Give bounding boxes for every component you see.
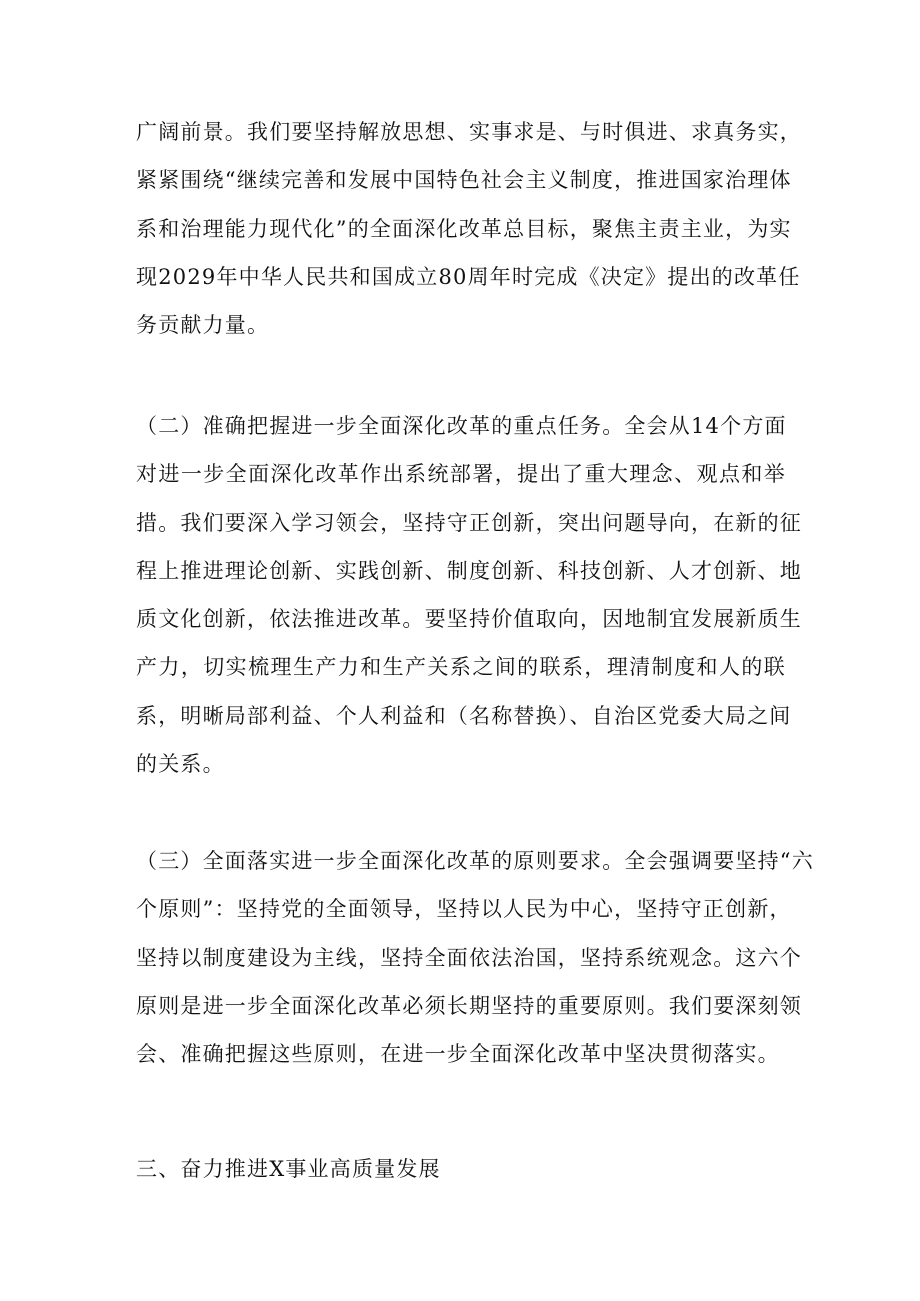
text-line: 产力，切实梳理生产力和生产关系之间的联系，理清制度和人的联	[136, 655, 786, 680]
text-line: 的关系。	[136, 752, 225, 777]
text-line: 措。我们要深入学习领会，坚持守正创新，突出问题导向，在新的征	[136, 510, 802, 535]
text-line: 现2029年中华人民共和国成立80周年时完成《决定》提出的改革任	[136, 264, 801, 289]
text-line: 会、准确把握这些原则，在进一步全面深化改革中坚决贯彻落实。	[136, 1042, 780, 1067]
text-line: 坚持以制度建设为主线，坚持全面依法治国，坚持系统观念。这六个	[136, 945, 802, 970]
paragraph-key-tasks	[136, 402, 802, 788]
paragraph-reform-goal	[136, 108, 802, 349]
text-line: 广阔前景。我们要坚持解放思想、实事求是、与时俱进、求真务实，	[136, 120, 802, 144]
text-line: 紧紧围绕“继续完善和发展中国特色社会主义制度，推进国家治理体	[136, 168, 792, 193]
text-line: 务贡献力量。	[136, 313, 270, 338]
text-line: （二）准确把握进一步全面深化改革的重点任务。全会从14个方面	[136, 414, 787, 438]
text-line: 对进一步全面深化改革作出系统部署，提出了重大理念、观点和举	[136, 462, 786, 487]
text-line: 原则是进一步全面深化改革必须长期坚持的重要原则。我们要深刻领	[136, 993, 802, 1018]
text-line: 系，明晰局部利益、个人利益和（名称替换）、自治区党委大局之间	[136, 703, 792, 728]
text-line: 系和治理能力现代化”的全面深化改革总目标，聚焦主责主业，为实	[136, 216, 792, 241]
paragraph-principles	[136, 837, 814, 1078]
text-line: 程上推进理论创新、实践创新、制度创新、科技创新、人才创新、地	[136, 558, 802, 583]
text-line: 质文化创新，依法推进改革。要坚持价值取向，因地制宜发展新质生	[136, 607, 802, 632]
section-heading: 三、奋力推进X事业高质量发展	[136, 1157, 441, 1181]
text-line: 个原则”：坚持党的全面领导，坚持以人民为中心，坚持守正创新，	[136, 897, 792, 922]
text-line: （三）全面落实进一步全面深化改革的原则要求。全会强调要坚持“六	[136, 849, 814, 873]
